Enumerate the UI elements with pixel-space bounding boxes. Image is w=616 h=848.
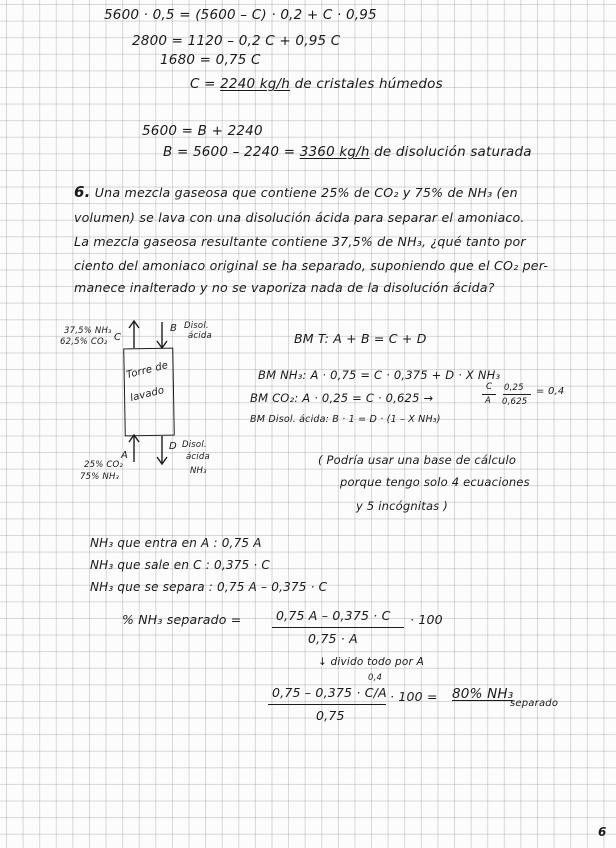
calc-c-suffix: de cristales húmedos xyxy=(290,76,443,92)
note-line-2: porque tengo solo 4 ecuaciones xyxy=(340,475,530,489)
percent-denominator: 0,75 · A xyxy=(308,631,358,646)
balance-co2: BM CO₂: A · 0,25 = C · 0,625 → xyxy=(250,391,434,405)
ratio-num: 0,25 xyxy=(504,383,524,393)
problem-text-1: Una mezcla gaseosa que contiene 25% de CO₂ y 75% de NH₃ (en xyxy=(94,185,518,200)
d-description-3: NH₃ xyxy=(190,466,207,476)
calc-line-5: 5600 = B + 2240 xyxy=(142,123,263,139)
problem-line-5: manece inalterado y no se vaporiza nada de la disolución ácida? xyxy=(74,280,495,295)
stream-b-label: B xyxy=(170,323,178,334)
b-description-1: Disol. xyxy=(184,321,209,331)
ratio-den: 0,625 xyxy=(502,397,528,407)
balance-nh3: BM NH₃: A · 0,75 = C · 0,375 + D · X NH₃ xyxy=(258,368,501,382)
substituted-ratio: 0,4 xyxy=(368,673,383,683)
stream-c-label: C xyxy=(114,332,122,343)
ratio-c: C xyxy=(486,382,493,392)
percent-label: % NH₃ separado = xyxy=(122,612,242,627)
ratio-line-mid xyxy=(503,394,531,395)
balance-total: BM T: A + B = C + D xyxy=(294,331,427,346)
problem-line-4: ciento del amoniaco original se ha separado, suponiendo que el CO₂ per- xyxy=(74,258,549,273)
final-answer-suffix: separado xyxy=(510,698,559,709)
nh3-in: NH₃ que entra en A : 0,75 A xyxy=(90,536,262,550)
d-description-2: ácida xyxy=(186,452,210,462)
problem-number: 6. xyxy=(74,183,91,201)
percent-fraction-line xyxy=(272,627,404,628)
ratio-a: A xyxy=(485,396,492,406)
ratio-line-left xyxy=(482,394,496,395)
page-number: 6 xyxy=(598,825,607,839)
a-composition-co2: 25% CO₂ xyxy=(84,460,124,470)
stream-d-label: D xyxy=(169,441,177,452)
problem-line-3: La mezcla gaseosa resultante contiene 37,5% de NH₃, ¿qué tanto por xyxy=(74,234,526,249)
ratio-result: = 0,4 xyxy=(536,386,565,397)
percent-numerator: 0,75 A – 0,375 · C xyxy=(276,608,391,623)
tower-label-1: Torre de xyxy=(125,360,170,381)
calc-line-1: 5600 · 0,5 = (5600 – C) · 0,2 + C · 0,95 xyxy=(104,7,377,23)
note-line-1: ( Podría usar una base de cálculo xyxy=(318,453,517,467)
calc-c-value: 2240 kg/h xyxy=(220,76,291,92)
d-description-1: Disol. xyxy=(182,440,207,450)
b-description-2: ácida xyxy=(188,331,212,341)
calc-b-value: 3360 kg/h xyxy=(299,144,370,160)
final-fraction-line xyxy=(268,704,386,705)
final-answer: 80% NH₃ xyxy=(452,686,514,702)
calc-b-suffix: de disolución saturada xyxy=(369,144,532,160)
c-composition-nh3: 37,5% NH₃ xyxy=(64,326,112,336)
problem-line-2: volumen) se lava con una disolución ácida para separar el amoniaco. xyxy=(74,210,525,225)
calc-line-2: 2800 = 1120 – 0,2 C + 0,95 C xyxy=(132,33,341,49)
divide-note: ↓ divido todo por A xyxy=(318,656,424,668)
note-line-3: y 5 incógnitas ) xyxy=(356,499,448,513)
nh3-out: NH₃ que sale en C : 0,375 · C xyxy=(90,558,271,572)
percent-times: · 100 xyxy=(410,612,443,627)
final-numerator: 0,75 – 0,375 · C/A xyxy=(272,685,387,700)
c-composition-co2: 62,5% CO₂ xyxy=(60,337,108,347)
nh3-separated: NH₃ que se separa : 0,75 A – 0,375 · C xyxy=(90,580,328,594)
tower-label-2: lavado xyxy=(129,384,166,405)
final-times: · 100 = xyxy=(390,689,438,704)
balance-acid-solution: BM Disol. ácida: B · 1 = D · (1 – X NH₃) xyxy=(250,414,441,425)
calc-line-3: 1680 = 0,75 C xyxy=(160,52,261,68)
calc-b-prefix: B = 5600 – 2240 = xyxy=(163,144,300,160)
a-composition-nh3: 75% NH₃ xyxy=(80,472,120,482)
stream-a-label: A xyxy=(121,450,129,461)
final-denominator: 0,75 xyxy=(316,708,345,723)
calc-c-prefix: C = xyxy=(190,76,221,92)
